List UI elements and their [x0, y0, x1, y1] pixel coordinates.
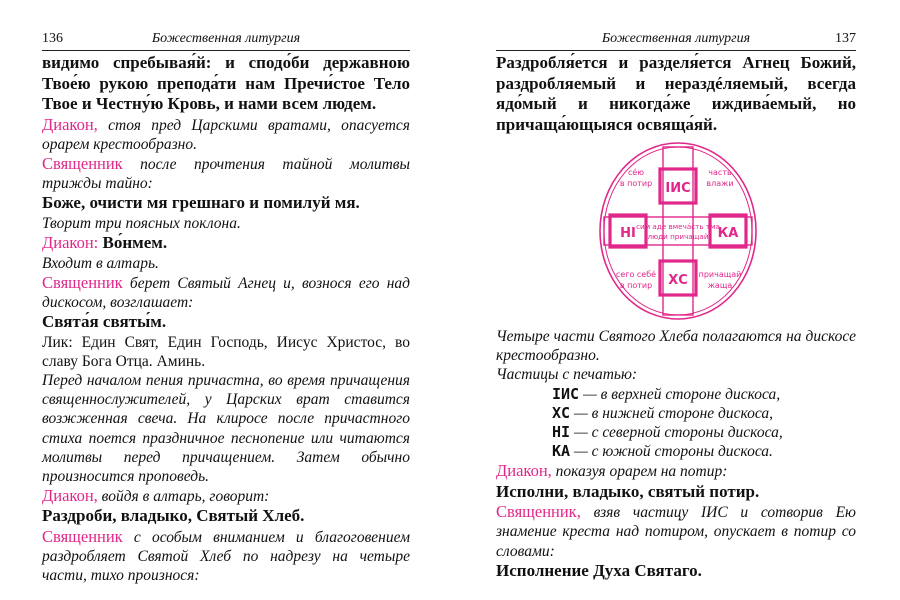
rubric-text: после прочтения тайной молитвы трижды тайно:: [42, 155, 410, 193]
seal-illustration: [596, 139, 760, 323]
stamp-code: КА: [552, 442, 571, 461]
seal-text-tl-1: се́ю: [627, 168, 645, 177]
exclamation-text: Раздроби, владыко, Святый Хлеб.: [42, 506, 305, 526]
rubric-text: стоя пред Царскими вратами, опасуется орарем крестообразно.: [42, 116, 410, 153]
exclamation-text: Исполни, владыко, святый потир.: [496, 481, 760, 501]
speaker-label: Священник: [42, 153, 123, 173]
text-paragraph: [496, 561, 856, 582]
text-paragraph: [496, 502, 856, 561]
text-paragraph: [42, 486, 410, 506]
text-paragraph: [42, 506, 410, 527]
speaker-label: Диакон,: [42, 486, 98, 506]
stamp-row: [496, 442, 856, 461]
text-paragraph: [496, 482, 856, 503]
text-paragraph: [42, 214, 410, 233]
seal-text-tr-2: влажи: [706, 179, 734, 188]
right-page-text: [496, 461, 856, 581]
stamp-code: ХС: [552, 403, 571, 422]
running-title: Божественная литургия: [601, 31, 751, 46]
rubric-text: с особым вниманием и благоговением раздробляет Святой Хлеб по надрезу на четыре части, тихо произнося:: [42, 528, 410, 585]
rubric-text: показуя орарем на потир:: [551, 463, 728, 481]
text-paragraph: [42, 371, 410, 486]
stamps-intro: Частицы с печатью:: [496, 366, 638, 384]
text-paragraph: [42, 53, 410, 115]
text-paragraph: [42, 312, 410, 333]
stamp-row: [496, 423, 856, 442]
speaker-label: Священник,: [496, 502, 581, 522]
rubric-text: взяв частицу ІИС и сотворив Ею знамение креста над потиром, опускает в потир со словами:: [496, 504, 856, 560]
text-paragraph: [42, 154, 410, 193]
text-paragraph: [42, 115, 410, 154]
stamp-desc: — с северной стороны дискоса,: [570, 424, 783, 442]
seal-top-letters: ІИС: [665, 181, 691, 196]
text-paragraph: [42, 254, 410, 273]
intro-prayer: Раздробля́ется и разделя́ется Агнец Божий, раздробляемый и нераздéляемый, всегда ядо́мый и никогда́же иждива́емый, но причаща́ющыяся освяща́яй.: [496, 53, 856, 134]
seal-left-letters: НІ: [620, 226, 636, 241]
seal-text-mid-2: люди причащай: [647, 232, 709, 241]
rubric-text: Лик: Един Свят, Един Господь, Иисус Христос, во славу Бога Отца. Аминь.: [42, 333, 410, 370]
seal-bottom-letters: ХС: [668, 273, 688, 288]
text-paragraph: [42, 333, 410, 371]
seal-text-bl-1: сего себе́: [615, 270, 657, 279]
lamb-seal-diagram: [496, 135, 856, 327]
exclamation-text: Исполнение Духа Святаго.: [496, 560, 702, 580]
running-header: [42, 28, 410, 51]
speaker-label: Священник: [42, 526, 123, 546]
rubric-text: Перед началом пения причастна, во время причащения священнослужителей, у Царских врат ставится возжженная свеча. На клиросе после причастного стиха поется праздничное песнопение или читаются молитвы перед причащением. Затем обычно произносится проповедь.: [42, 372, 410, 486]
text-paragraph: [496, 461, 856, 481]
exclamation-text: Свята́я святы́м.: [42, 312, 167, 332]
stamp-desc: — в нижней стороне дискоса,: [570, 404, 774, 422]
speaker-label: Диакон,: [42, 114, 98, 134]
exclamation-text: видимо спребывая́й: и сподо́би державною Твое́ю рукою препода́ти нам Пречи́стое Тело Твое и Честну́ю Кровь, и нами всем людем.: [42, 53, 410, 113]
stamps-list: [496, 385, 856, 462]
seal-text-tr-1: часть: [708, 168, 732, 177]
text-paragraph: [42, 193, 410, 214]
seal-text-br-1: причащай: [698, 270, 742, 279]
seal-text-bl-2: в потир: [619, 281, 653, 290]
stamp-code: ІИС: [552, 384, 580, 403]
seal-text-tl-2: в потир: [619, 179, 653, 188]
left-page: [42, 0, 410, 586]
exclamation-text: Боже, очисти мя грешнаго и помилуй мя.: [42, 193, 360, 213]
stamp-desc: — с южной стороны дискоса.: [570, 443, 773, 461]
rubric-text: Входит в алтарь.: [42, 254, 159, 272]
seal-right-letters: КА: [717, 226, 739, 241]
left-page-text: [42, 53, 410, 586]
running-header: [496, 28, 856, 51]
cross-vertical: [663, 147, 693, 315]
seal-text-br-2: жаща: [707, 281, 733, 290]
seal-text-mid-1: сим аде вмеча́сть тма: [636, 222, 720, 231]
speaker-label: Диакон:: [42, 233, 99, 253]
stamp-desc: — в верхней стороне дискоса,: [579, 385, 781, 403]
text-paragraph: [42, 527, 410, 586]
exclamation-text: Во́нмем.: [98, 233, 168, 253]
stamp-row: [496, 385, 856, 404]
stamp-code: НІ: [552, 423, 571, 442]
page-number: 137: [835, 31, 856, 46]
seal-caption: Четыре части Святого Хлеба полагаются на дискосе крестообразно.: [496, 328, 856, 365]
text-paragraph: [42, 273, 410, 312]
rubric-text: берет Святый Агнец и, вознося его над дискосом, возглашает:: [42, 274, 410, 311]
running-title: Божественная литургия: [151, 31, 301, 46]
page-number: 136: [42, 31, 63, 46]
speaker-label: Диакон,: [496, 461, 552, 481]
rubric-text: Творит три поясных поклона.: [42, 214, 241, 232]
stamp-row: [496, 404, 856, 423]
rubric-text: войдя в алтарь, говорит:: [97, 488, 270, 506]
text-paragraph: [42, 233, 410, 254]
right-page: [496, 0, 856, 581]
speaker-label: Священник: [42, 272, 123, 292]
